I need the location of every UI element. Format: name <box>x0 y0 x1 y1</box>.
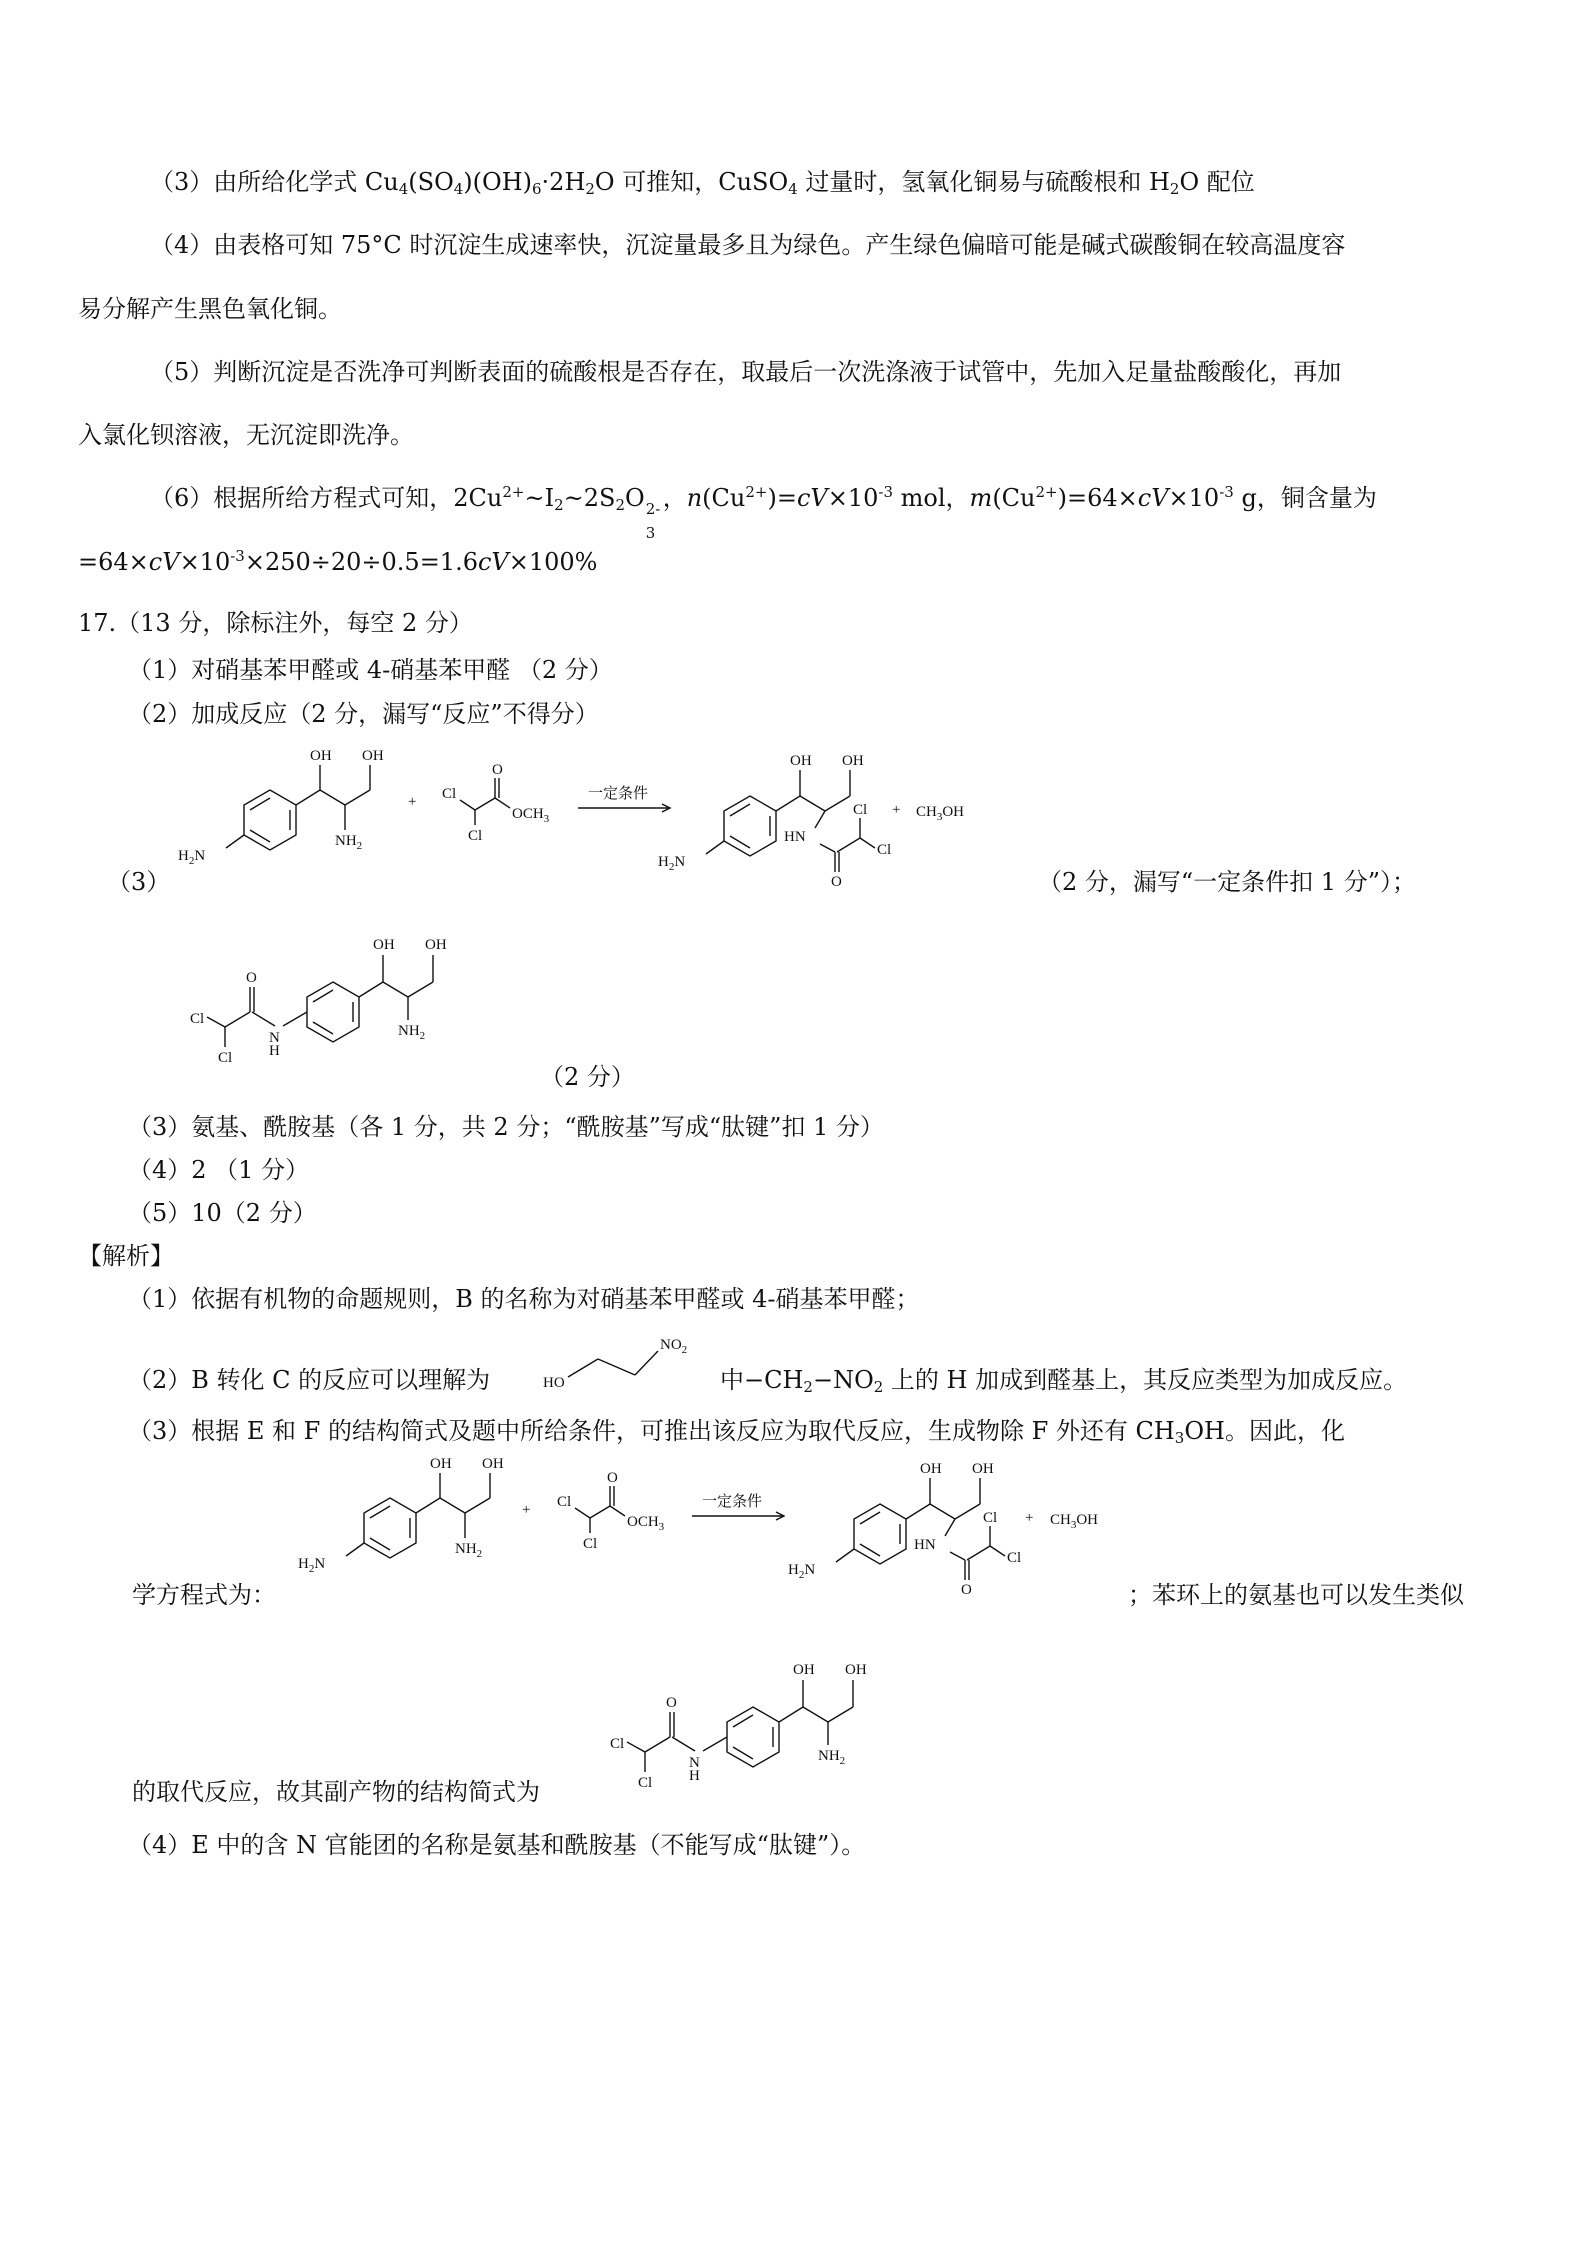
hn-label: HN <box>784 829 806 845</box>
cl-label-product: Cl <box>853 802 868 818</box>
side-product-explanation <box>605 1630 1025 1800</box>
explanation-3-last: 的取代反应，故其副产物的结构简式为 <box>132 1778 540 1806</box>
nh2-label-side-e: $NH_2$ <box>818 1748 846 1767</box>
n-label-side-e: N <box>689 1755 700 1771</box>
ch3oh-label: $CH_3OH$ <box>916 804 965 823</box>
nh2-label: $NH_2$ <box>335 833 363 852</box>
h2n-label-e-product: $H_2N$ <box>788 1562 816 1581</box>
explanation-1: （1）依据有机物的命题规则，B 的名称为对硝基苯甲醛或 4-硝基苯甲醛； <box>128 1285 920 1313</box>
ch3oh-label-e: $CH_3OH$ <box>1050 1512 1099 1531</box>
line-5-washing: （5）判断沉淀是否洗净可判断表面的硫酸根是否存在，取最后一次洗涤液于试管中，先加入足量盐酸酸化，再加 <box>150 358 1342 386</box>
answer-3b: （3）氨基、酰胺基（各 1 分，共 2 分；“酰胺基”写成“肽键”扣 1 分） <box>128 1113 884 1141</box>
answer-3-side-score: （2 分） <box>540 1063 635 1091</box>
answer-2: （2）加成反应（2 分，漏写“反应”不得分） <box>128 700 599 728</box>
plus-sign-e: + <box>522 1502 531 1518</box>
line-5-cont: 入氯化钡溶液，无沉淀即洗净。 <box>78 421 414 449</box>
cl-label-side-2: Cl <box>218 1050 233 1066</box>
line-4-cont: 易分解产生黑色氧化铜。 <box>78 295 342 323</box>
oh-label-e: OH <box>430 1456 452 1472</box>
answer-1: （1）对硝基苯甲醛或 4-硝基苯甲醛 （2 分） <box>128 656 613 684</box>
answer-4: （4）2 （1 分） <box>128 1156 310 1184</box>
oh-label-2: OH <box>362 748 384 764</box>
cl-label-e-product-2: Cl <box>1007 1550 1022 1566</box>
explanation-3: （3）根据 E 和 F 的结构简式及题中所给条件，可推出该反应为取代反应，生成物除 F 外还有 $CH_3OH$。因此，化 <box>128 1417 1345 1447</box>
nh2-label-e: $NH_2$ <box>455 1541 483 1560</box>
explanation-3-mid: 学方程式为： <box>132 1581 276 1609</box>
answer-5: （5）10（2 分） <box>128 1199 317 1227</box>
och3-label-e: $OCH_3$ <box>627 1514 665 1533</box>
no2-label: $NO_2$ <box>660 1337 688 1356</box>
line-6-result: $=64\times cV\times 10^{-3}\times 250\div 20\div 0.5=1.6cV\times 100\%$ <box>78 547 598 576</box>
o-label-side: O <box>246 970 257 986</box>
answer-3-label: （3） <box>107 868 171 896</box>
line-6-equation: （6）根据所给方程式可知，$2Cu^{2+}\sim I_2\sim 2S_2O$ 2- 3 ，$n(Cu^{2+})=cV\times 10^{-3}$ mol，$m(Cu^{2+})=64\times cV\times 10^{-3}$ g，铜含量为 <box>150 483 1377 542</box>
condition-text: 一定条件 <box>588 786 649 802</box>
cl-label-side-e-2: Cl <box>638 1775 653 1791</box>
oh-label: OH <box>310 748 332 764</box>
h-label-side-e: H <box>689 1768 700 1784</box>
oh-label-side-2: OH <box>425 937 447 953</box>
cl-label-e: Cl <box>557 1494 572 1510</box>
oh-label-product-2: OH <box>842 753 864 769</box>
n-label-side: N <box>269 1030 280 1046</box>
hn-label-e: HN <box>914 1537 936 1553</box>
o-label-e-product: O <box>961 1582 972 1598</box>
plus-sign-e-2: + <box>1025 1510 1034 1526</box>
oh-label-e-product-2: OH <box>972 1461 994 1477</box>
oh-label-product: OH <box>790 753 812 769</box>
reaction-scheme-explanation <box>290 1448 1130 1608</box>
reaction-scheme-answer <box>170 740 970 900</box>
oh-label-e-2: OH <box>482 1456 504 1472</box>
cl-label-e-2: Cl <box>583 1536 598 1552</box>
nh2-label-side: $NH_2$ <box>398 1023 426 1042</box>
explanation-4: （4）E 中的含 N 官能团的名称是氨基和酰胺基（不能写成“肽键”）。 <box>128 1831 866 1859</box>
question-17-header: 17.（13 分，除标注外，每空 2 分） <box>78 609 473 637</box>
cl-label: Cl <box>442 786 457 802</box>
side-product-answer <box>185 905 605 1075</box>
h2n-label-e: $H_2N$ <box>298 1556 326 1575</box>
h2n-label: $H_2N$ <box>178 848 206 867</box>
cl-label-e-product: Cl <box>983 1510 998 1526</box>
o-label: O <box>492 762 503 778</box>
cl-label-product-2: Cl <box>877 842 892 858</box>
explanation-3-tail: ；苯环上的氨基也可以发生类似 <box>1128 1581 1464 1609</box>
explanation-2-pre: （2）B 转化 C 的反应可以理解为 <box>128 1366 491 1394</box>
oh-label-side-e-2: OH <box>845 1662 867 1678</box>
o-label-product: O <box>831 874 842 890</box>
condition-text-e: 一定条件 <box>702 1494 763 1510</box>
o-label-side-e: O <box>666 1695 677 1711</box>
cl-label-side-e: Cl <box>610 1736 625 1752</box>
plus-sign: + <box>408 794 417 810</box>
oh-label-side-e: OH <box>793 1662 815 1678</box>
oh-label-e-product: OH <box>920 1461 942 1477</box>
answer-3-note: （2 分，漏写“一定条件扣 1 分”）； <box>1038 868 1416 896</box>
h2n-label-product: $H_2N$ <box>658 854 686 873</box>
plus-sign-2: + <box>892 802 901 818</box>
h-label-side: H <box>269 1043 280 1059</box>
line-4-table: （4）由表格可知 75°C 时沉淀生成速率快，沉淀量最多且为绿色。产生绿色偏暗可能是碱式碳酸铜在较高温度容 <box>150 231 1346 259</box>
och3-label: $OCH_3$ <box>512 806 550 825</box>
ho-label: HO <box>543 1375 565 1391</box>
explanation-2-post: 中$-CH_2-NO_2$ 上的 H 加成到醛基上，其反应类型为加成反应。 <box>720 1366 1408 1396</box>
cl-label-side: Cl <box>190 1011 205 1027</box>
analysis-header: 【解析】 <box>78 1242 174 1270</box>
nitroethanol-structure <box>540 1325 710 1395</box>
line-3-copper-formula: （3）由所给化学式 $Cu_4(SO_4)(OH)_6\cdot 2H_2O$ 可推知，CuSO$_4$ 过量时，氢氧化铜易与硫酸根和 $H_2O$ 配位 <box>150 168 1255 198</box>
oh-label-side: OH <box>373 937 395 953</box>
o-label-e: O <box>607 1470 618 1486</box>
cl-label-2: Cl <box>468 828 483 844</box>
